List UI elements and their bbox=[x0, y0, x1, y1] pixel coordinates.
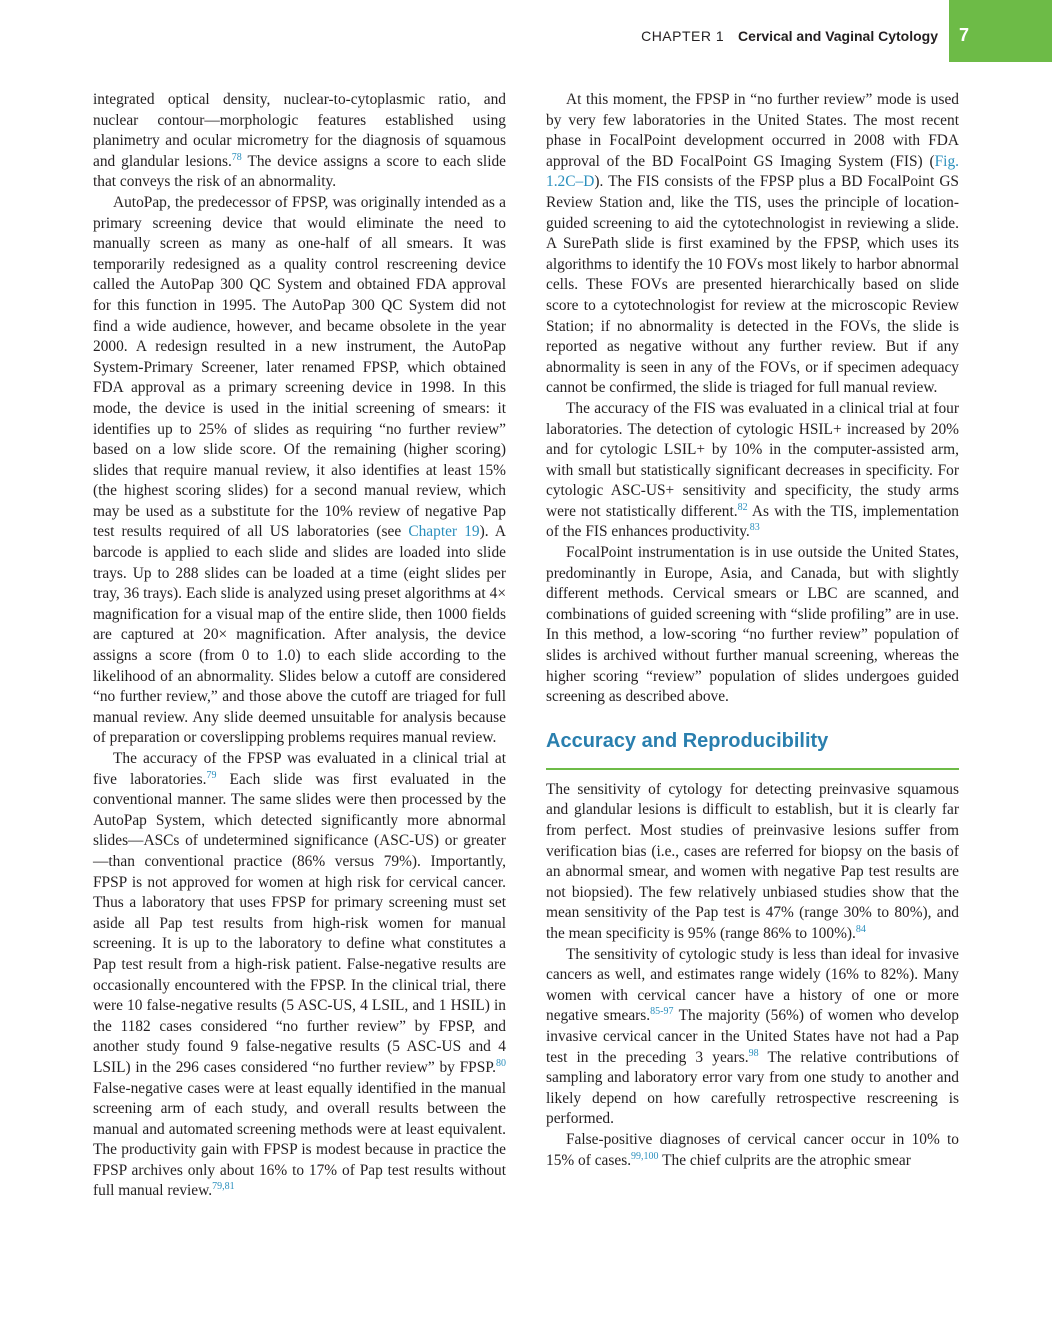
page-header bbox=[0, 0, 1052, 62]
paragraph: The sensitivity of cytologic study is less than ideal for invasive cancers as well, and estimates range widely (16% to 82%). Many women with cervical cancer have a history of one or more negative smears.$^{85-97}$ The majority (56%) of women who develop invasive cervical cancer in the United States have not had a Pap test in the preceding 3 years.$^{98}$ The relative contributions of sampling and laboratory error vary from one study to another and likely depend on how carefully retrospective rescreening is performed. bbox=[546, 945, 959, 1128]
running-head bbox=[641, 28, 938, 44]
reference-superscript[interactable]: 84 bbox=[855, 923, 866, 935]
paragraph: The sensitivity of cytology for detecting preinvasive squamous and glandular lesions is difficult to establish, but it is clearly far from perfect. Most studies of preinvasive lesions suffer from verification bias (i.e., cases are referred for biopsy on the basis of an abnormal smear, and women with negative Pap test results are not biopsied). The few relatively unbiased studies show that the mean sensitivity of the Pap test is 47% (range 30% to 80%), and the mean specificity is 95% (range 86% to 100%).$^{84}$ bbox=[546, 780, 959, 942]
paragraph: False-positive diagnoses of cervical cancer occur in 10% to 15% of cases.$^{99,100}$ The chief culprits are the atrophic smear bbox=[546, 1130, 959, 1169]
right-column bbox=[546, 90, 959, 1171]
reference-superscript[interactable]: 80 bbox=[496, 1057, 506, 1069]
paragraph: AutoPap, the predecessor of FPSP, was originally intended as a primary screening device that would eliminate the need to manually screen as many as one-half of all smears. It was temporarily redesigned as a quality control rescreening device called the AutoPap 300 QC System and obtained FDA approval for this function in 1995. The AutoPap 300 QC System did not find a wide audience, however, and became obsolete in the year 2000. A redesign resulted in a new instrument, the AutoPap System-Primary Screener, later renamed FPSP, which obtained FDA approval as a primary screening device in 1998. In this mode, the device is used in the initial screening of smears: it identifies up to 25% of slides as requiring “no further review” based on a low slide score. Of the remaining (higher scoring) slides that require manual review, it also identifies at least 15% (the highest scoring slides) for a second manual review, which may be used as a substitute for the 10% review of negative Pap test results required of all US laboratories (see Chapter 19). A barcode is applied to each slide and slides are loaded into slide trays. Up to 288 slides can be loaded at a time (eight slides per tray, 36 trays). Each slide is analyzed using preset algorithms at 4× magnification for a visual map of the entire slide, then 1000 fields are captured at 20× magnification. After analysis, the device assigns a score (from 0 to 1.0) to each slide according to the likelihood of an abnormality. Slides below a cutoff are considered “no further review,” and those above the cutoff are triaged for full manual review. Any slide deemed unsuitable for analysis because of preparation or coverslipping problems requires manual review. bbox=[93, 193, 506, 747]
page-number-tab bbox=[949, 0, 1052, 62]
reference-superscript[interactable]: 78 bbox=[231, 151, 242, 163]
reference-superscript[interactable]: 79 bbox=[206, 769, 217, 781]
section-heading: Accuracy and Reproducibility bbox=[546, 729, 829, 752]
chapter-number: CHAPTER 1 bbox=[641, 28, 725, 44]
reference-superscript[interactable]: 82 bbox=[737, 501, 748, 513]
reference-superscript[interactable]: 79,81 bbox=[212, 1181, 235, 1193]
reference-superscript[interactable]: 99,100 bbox=[631, 1150, 659, 1162]
chapter-link[interactable]: Chapter 19 bbox=[408, 523, 480, 541]
paragraph: At this moment, the FPSP in “no further review” mode is used by very few laboratories in the United States. The most recent phase in FocalPoint development occurred in 2008 with FDA approval of the BD FocalPoint GS Imaging System (FIS) (Fig. 1.2C–D). The FIS consists of the FPSP plus a BD FocalPoint GS Review Station and, like the TIS, uses the principle of location-guided screening to aid the cytotechnologist in reviewing a slide. A SurePath slide is first examined by the FPSP, which uses its algorithms to identify the 10 FOVs most likely to harbor abnormal cells. These FOVs are presented hierarchically based on slide score to a cytotechnologist for review at the microscopic Review Station; if no abnormality is detected in the FOVs, the slide is reported as negative without any further review. But if any abnormality is seen in any of the FOVs, or if specimen adequacy cannot be confirmed, the slide is triaged for full manual review. bbox=[546, 91, 959, 397]
page-number: 7 bbox=[959, 25, 970, 45]
reference-superscript[interactable]: 85-97 bbox=[650, 1006, 674, 1018]
reference-superscript[interactable]: 83 bbox=[749, 522, 760, 534]
left-column bbox=[93, 90, 506, 1202]
paragraph: integrated optical density, nuclear-to-cytoplasmic ratio, and nuclear contour—morphologic features established using planimetry and ocular micrometry for the diagnosis of squamous and glandular lesions.$^{78}$ The device assigns a score to each slide that conveys the risk of an abnormality. bbox=[93, 91, 506, 191]
paragraph: The accuracy of the FIS was evaluated in a clinical trial at four laboratories. The detection of cytologic HSIL+ increased by 20% and for cytologic LSIL+ by 10% in the computer-assisted arm, with small but statistically significant decreases in specificity. For cytologic ASC-US+ sensitivity and specificity, the study arms were not statistically different.$^{82}$ As with the TIS, implementation of the FIS enhances productivity.$^{83}$ bbox=[546, 399, 959, 541]
paragraph: FocalPoint instrumentation is in use outside the United States, predominantly in Europe, Asia, and Canada, but with slightly different methods. Cervical smears or LBC are scanned, and combinations of guided screening with “slide profiling” are in use. In this method, a low-scoring “no further review” population of slides is archived without further manual screening, whereas the higher scoring “review” population of slides undergoes guided screening as described above. bbox=[546, 544, 959, 706]
paragraph: The accuracy of the FPSP was evaluated in a clinical trial at five laboratories.$^{79}$ Each slide was first evaluated in the conventional manner. The same slides were then processed by the AutoPap System, which detected significantly more abnormal slides—ASCs of undetermined significance (ASC-US) or greater—than conventional practice (86% versus 79%). Importantly, FPSP is not approved for women at high risk for cervical cancer. Thus a laboratory that uses FPSP for primary screening must set aside all Pap test results from high-risk women for manual screening. It is up to the laboratory to define what constitutes a Pap test result from a high-risk patient. False-negative results are occasionally encountered with the FPSP. In the clinical trial, there were 10 false-negative results (5 ASC-US, 4 LSIL, and 1 HSIL) in the 1182 cases considered “no further review” by FPSP, and another study found 9 false-negative results (5 ASC-US and 4 LSIL) in the 296 cases considered “no further review” by FPSP.$^{80}$ False-negative cases were at least equally identified in the manual screening arm of each study, and overall results between the manual and automated screening methods were at least equivalent. The productivity gain with FPSP is modest because in practice the FPSP archives only about 16% to 17% of Pap test results without full manual review.$^{79,81}$ bbox=[93, 750, 506, 1200]
section-divider bbox=[546, 768, 959, 770]
figure-link[interactable]: Fig. 1.2C–D bbox=[546, 152, 959, 191]
chapter-title: Cervical and Vaginal Cytology bbox=[738, 28, 938, 44]
reference-superscript[interactable]: 98 bbox=[748, 1047, 759, 1059]
